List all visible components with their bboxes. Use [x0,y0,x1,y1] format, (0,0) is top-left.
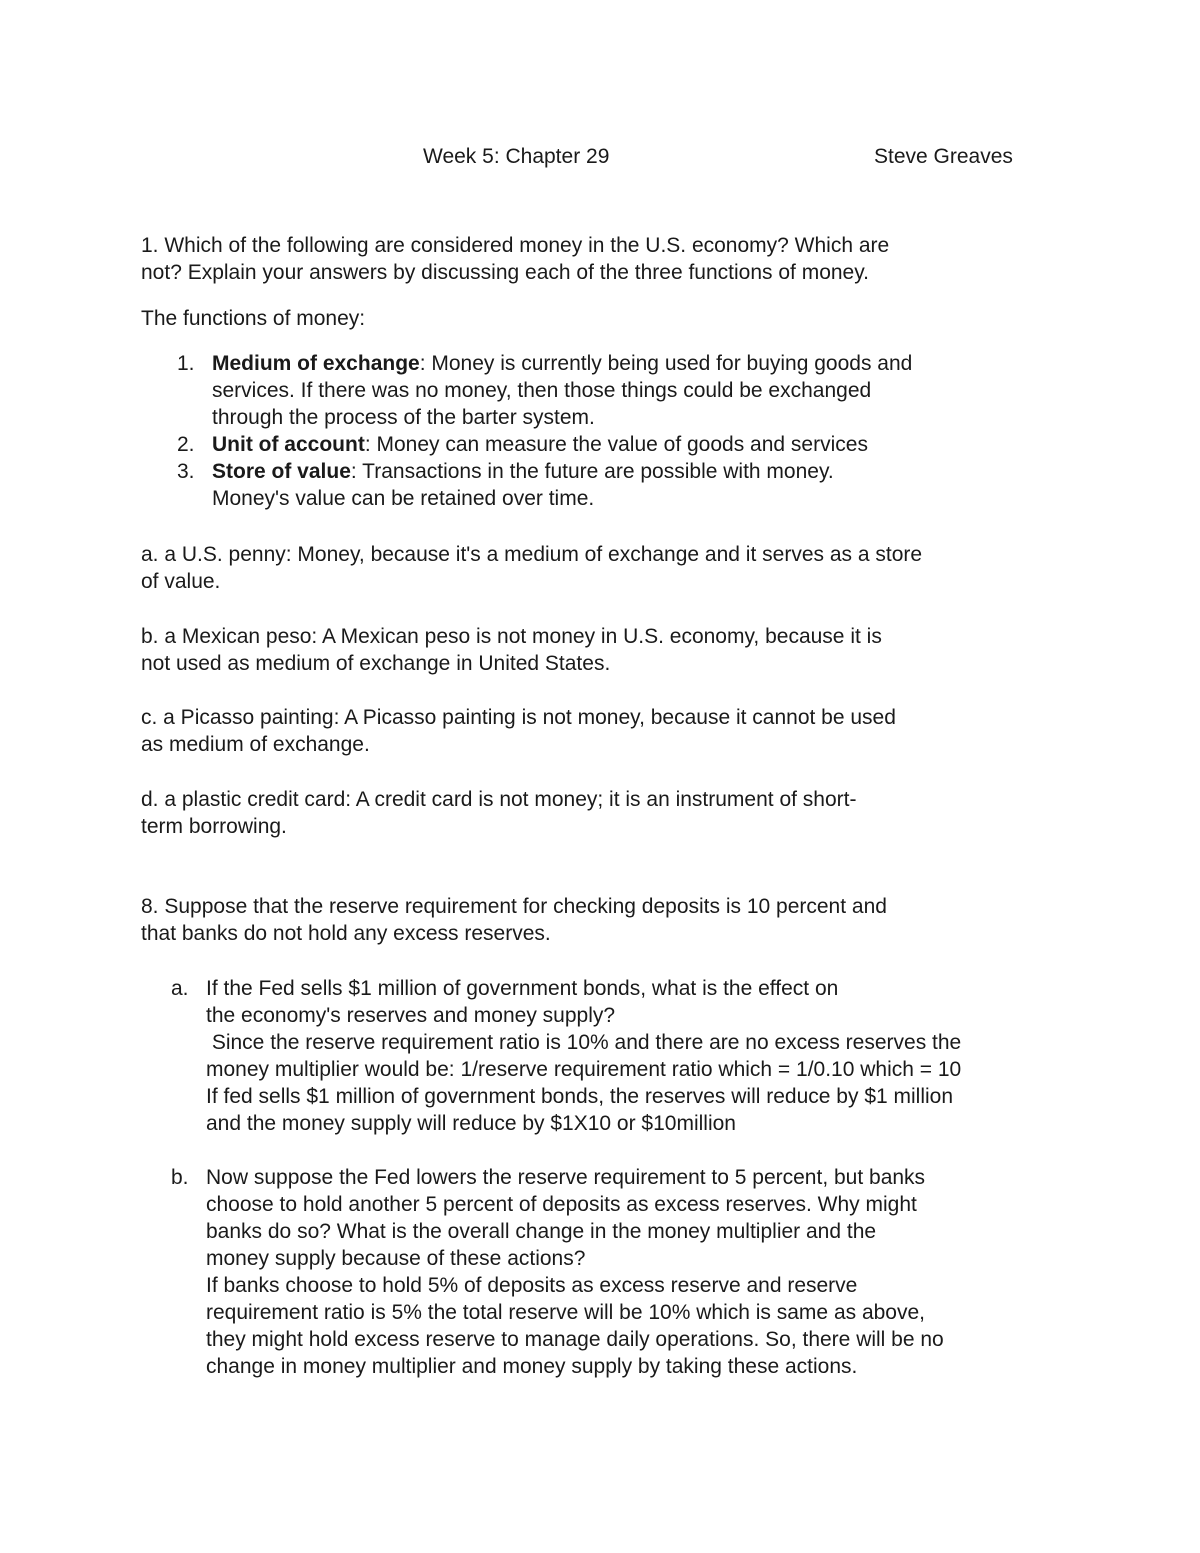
question-8-line-2: that banks do not hold any excess reserves. [141,922,551,945]
answer-line: requirement ratio is 5% the total reserve will be 10% which is same as above, [206,1301,926,1324]
list-letter: a. [171,977,189,1000]
functions-list [141,350,1061,512]
sub-question-line: choose to hold another 5 percent of deposits as excess reserves. Why might [206,1193,917,1216]
answer-d [141,786,1061,840]
question-1 [141,232,1061,286]
question-8 [141,893,1061,947]
function-item-store-of-value [141,458,1061,512]
answer-line: b. a Mexican peso: A Mexican peso is not money in U.S. economy, because it is [141,625,882,648]
answer-line: d. a plastic credit card: A credit card is not money; it is an instrument of short- [141,788,857,811]
sub-question-line: If the Fed sells $1 million of government bonds, what is the effect on [206,977,839,1000]
answer-line: If banks choose to hold 5% of deposits as excess reserve and reserve [206,1274,858,1297]
answer-line: a. a U.S. penny: Money, because it's a medium of exchange and it serves as a store [141,543,923,566]
function-desc-line: : Money is currently being used for buying goods and [419,352,913,375]
function-item-unit-of-account [141,431,1061,458]
function-term: Store of value [212,460,351,483]
sub-question-line: the economy's reserves and money supply? [206,1004,616,1027]
answer-line: Since the reserve requirement ratio is 10% and there are no excess reserves the [206,1031,962,1054]
function-desc-line: Money's value can be retained over time. [212,487,595,510]
function-desc-line: services. If there was no money, then those things could be exchanged [212,379,872,402]
question-8-part-b [141,1164,1061,1380]
list-letter: b. [171,1166,189,1189]
functions-heading: The functions of money: [141,307,366,330]
function-desc-line: : Money can measure the value of goods and services [364,433,868,456]
answer-a [141,541,1061,595]
answer-line: c. a Picasso painting: A Picasso painting is not money, because it cannot be used [141,706,896,729]
function-desc-line: through the process of the barter system. [212,406,595,429]
function-term: Unit of account [212,433,365,456]
answer-c [141,704,1061,758]
list-number: 1. [177,352,195,375]
list-number: 3. [177,460,195,483]
answer-b [141,623,1061,677]
answer-line: they might hold excess reserve to manage daily operations. So, there will be no [206,1328,944,1351]
answer-line: as medium of exchange. [141,733,370,756]
answer-line: of value. [141,570,221,593]
answer-line: and the money supply will reduce by $1X10 or $10million [206,1112,736,1135]
function-desc-line: : Transactions in the future are possible with money. [350,460,834,483]
answer-line: change in money multiplier and money supply by taking these actions. [206,1355,858,1378]
document-title: Week 5: Chapter 29 [423,145,610,168]
sub-question-line: money supply because of these actions? [206,1247,586,1270]
answer-line: money multiplier would be: 1/reserve requirement ratio which = 1/0.10 which = 10 [206,1058,962,1081]
author-name: Steve Greaves [874,145,1013,168]
sub-question-item [141,1164,1061,1380]
function-term: Medium of exchange [212,352,420,375]
answer-line: If fed sells $1 million of government bonds, the reserves will reduce by $1 million [206,1085,954,1108]
list-number: 2. [177,433,195,456]
question-1-line-2: not? Explain your answers by discussing each of the three functions of money. [141,261,870,284]
function-item-medium-of-exchange [141,350,1061,431]
question-8-line-1: 8. Suppose that the reserve requirement for checking deposits is 10 percent and [141,895,887,918]
answer-line: not used as medium of exchange in United States. [141,652,611,675]
sub-question-line: banks do so? What is the overall change in the money multiplier and the [206,1220,877,1243]
sub-question-item [141,975,1061,1137]
sub-question-line: Now suppose the Fed lowers the reserve requirement to 5 percent, but banks [206,1166,926,1189]
question-1-line-1: 1. Which of the following are considered money in the U.S. economy? Which are [141,234,890,257]
answer-line: term borrowing. [141,815,287,838]
question-8-part-a [141,975,1061,1137]
